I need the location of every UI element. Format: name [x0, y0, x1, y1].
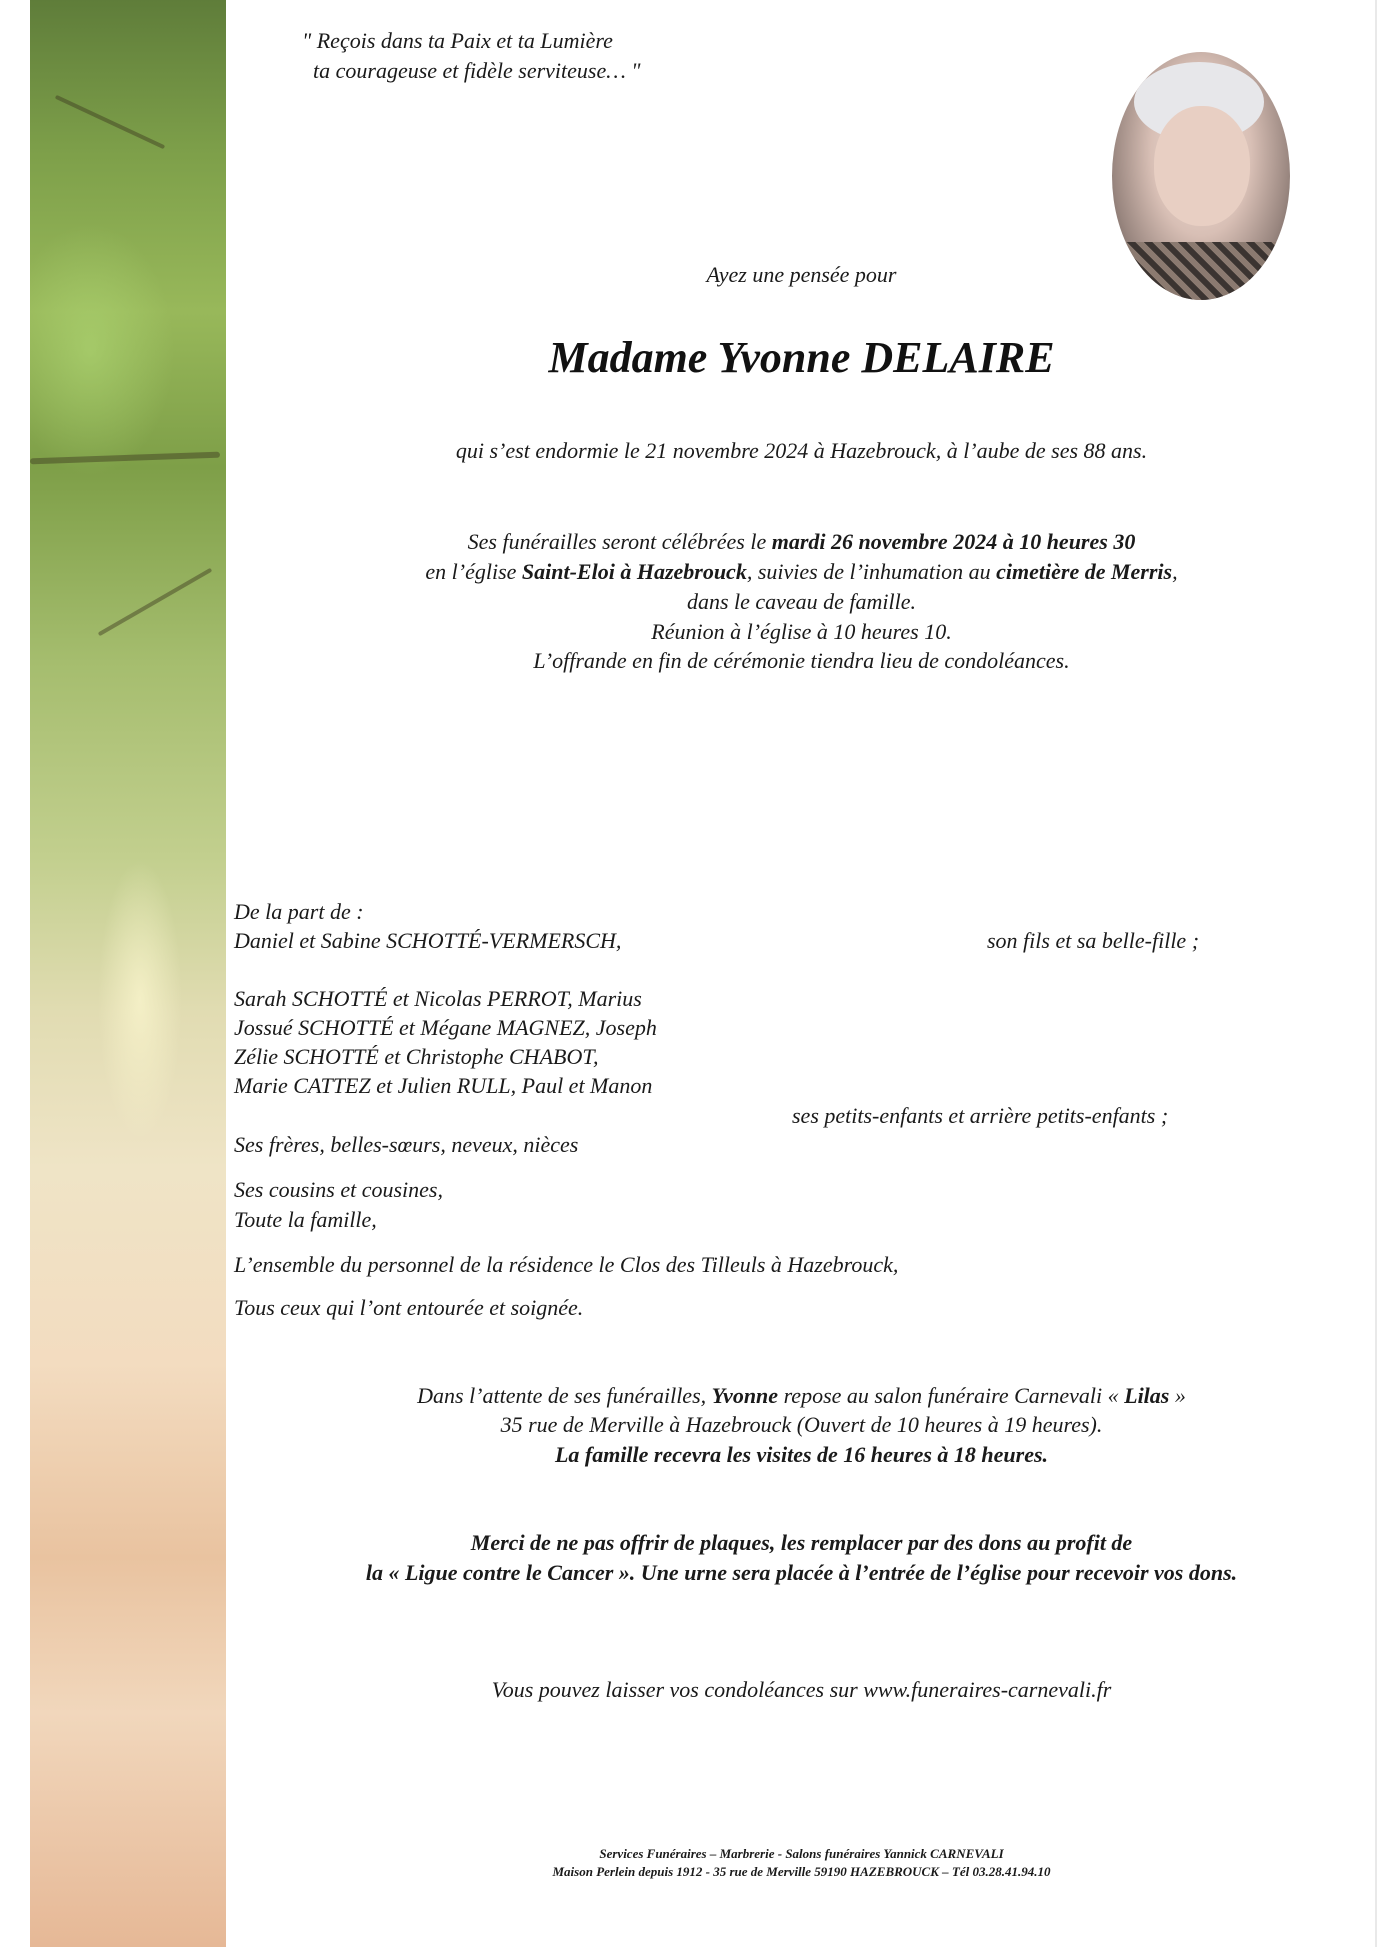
- family-son: Daniel et Sabine SCHOTTÉ-VERMERSCH,: [234, 928, 622, 953]
- forest-border-image: [30, 0, 226, 1947]
- family-cousins: Ses cousins et cousines,: [234, 1177, 443, 1202]
- footer-line-1: Services Funéraires – Marbrerie - Salons funéraires Yannick CARNEVALI: [599, 1846, 1004, 1861]
- funeral-line-3: dans le caveau de famille.: [686, 589, 917, 614]
- family-caregivers: Tous ceux qui l’ont entourée et soignée.: [234, 1295, 584, 1320]
- footer-line-2: Maison Perlein depuis 1912 - 35 rue de Merville 59190 HAZEBROUCK – Tél 03.28.41.94.10: [552, 1864, 1051, 1879]
- family-son-relation: son fils et sa belle-fille ;: [987, 928, 1200, 953]
- donations-line-1: Merci de ne pas offrir de plaques, les remplacer par des dons au profit de: [470, 1530, 1133, 1555]
- viewing-line-2: 35 rue de Merville à Hazebrouck (Ouvert de 10 heures à 19 heures).: [500, 1412, 1103, 1437]
- condolences-text: Vous pouvez laisser vos condoléances sur www.funeraires-carnevali.fr: [491, 1677, 1112, 1702]
- viewing-line-1: Dans l’attente de ses funérailles, Yvonne repose au salon funéraire Carnevali « Lilas »: [417, 1383, 1186, 1408]
- quote-line-2: ta courageuse et fidèle serviteuse… ": [313, 58, 641, 83]
- grandchildren-relation: ses petits-enfants et arrière petits-enfants ;: [792, 1103, 1169, 1128]
- death-notice: qui s’est endormie le 21 novembre 2024 à Hazebrouck, à l’aube de ses 88 ans.: [455, 438, 1148, 463]
- family-header: De la part de :: [234, 899, 364, 924]
- grandchild-line: Sarah SCHOTTÉ et Nicolas PERROT, Marius: [234, 986, 642, 1011]
- family-staff: L’ensemble du personnel de la résidence le Clos des Tilleuls à Hazebrouck,: [234, 1252, 899, 1277]
- funeral-line-4: Réunion à l’église à 10 heures 10.: [651, 619, 952, 644]
- grandchild-line: Jossué SCHOTTÉ et Mégane MAGNEZ, Joseph: [234, 1015, 657, 1040]
- funeral-line-5: L’offrande en fin de cérémonie tiendra lieu de condoléances.: [533, 648, 1070, 673]
- viewing-line-3: La famille recevra les visites de 16 heures à 18 heures.: [554, 1442, 1049, 1467]
- funeral-line-2: en l’église Saint-Eloi à Hazebrouck, suivies de l’inhumation au cimetière de Merris,: [425, 559, 1178, 584]
- quote-line-1: " Reçois dans ta Paix et ta Lumière: [302, 28, 613, 53]
- funeral-line-1: Ses funérailles seront célébrées le mardi 26 novembre 2024 à 10 heures 30: [467, 529, 1136, 554]
- grandchild-line: Zélie SCHOTTÉ et Christophe CHABOT,: [234, 1044, 599, 1069]
- intro-text: Ayez une pensée pour: [706, 262, 897, 287]
- grandchild-line: Marie CATTEZ et Julien RULL, Paul et Manon: [234, 1073, 653, 1098]
- family-all: Toute la famille,: [234, 1207, 377, 1232]
- donations-line-2: la « Ligue contre le Cancer ». Une urne sera placée à l’entrée de l’église pour recevoir vos dons.: [365, 1560, 1238, 1585]
- deceased-name: Madame Yvonne DELAIRE: [548, 333, 1055, 382]
- family-siblings: Ses frères, belles-sœurs, neveux, nièces: [234, 1132, 579, 1157]
